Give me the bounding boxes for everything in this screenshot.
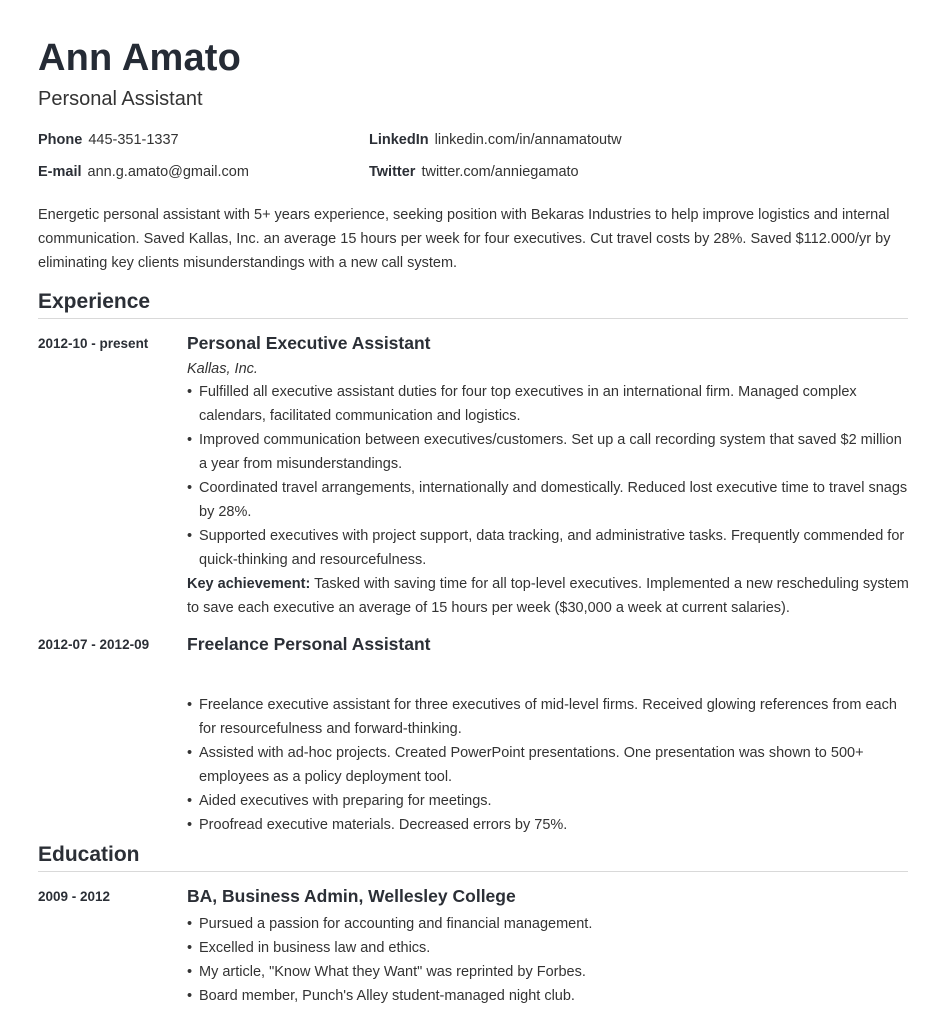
job-entry: [187, 330, 909, 620]
phone-label: Phone: [38, 132, 83, 148]
list-item: [187, 936, 909, 960]
list-item: [187, 476, 909, 524]
key-achievement-text: Tasked with saving time for all top-level executives. Implemented a new rescheduling system to save each executive an average of 15 hours per week ($30,000 a week at current salaries).: [187, 576, 909, 616]
education-divider: [38, 871, 908, 872]
job-entry: [187, 631, 909, 837]
education-entry: [187, 883, 909, 1008]
job-dates: 2012-07 - 2012-09: [38, 637, 150, 652]
linkedin-label: LinkedIn: [369, 132, 429, 148]
list-item: [187, 380, 909, 428]
job-bullets: [187, 380, 909, 572]
bullet-text: Improved communication between executives/customers. Set up a call recording system that saved $2 million a year from misunderstandings.: [199, 432, 902, 472]
email-label: E-mail: [38, 164, 82, 180]
key-achievement: [187, 572, 909, 620]
bullet-icon: •: [187, 697, 193, 713]
bullet-icon: •: [187, 432, 193, 448]
company-name: Kallas, Inc.: [187, 361, 258, 377]
bullet-icon: •: [187, 988, 193, 1004]
list-item: [187, 912, 909, 936]
degree-title: BA, Business Admin, Wellesley College: [187, 886, 516, 906]
bullet-icon: •: [187, 916, 193, 932]
job-title: Freelance Personal Assistant: [187, 634, 431, 654]
bullet-text: Assisted with ad-hoc projects. Created PowerPoint presentations. One presentation was shown to 500+ employees as a policy deployment tool.: [199, 745, 864, 785]
twitter-value[interactable]: twitter.com/anniegamato: [421, 164, 579, 180]
experience-divider: [38, 318, 908, 319]
list-item: [187, 813, 909, 837]
list-item: [187, 741, 909, 789]
bullet-text: Supported executives with project support, data tracking, and administrative tasks. Frequently commended for quick-thinking and resourcefulness.: [199, 528, 905, 568]
list-item: [187, 693, 909, 741]
education-heading: Education: [38, 843, 140, 866]
experience-heading: Experience: [38, 290, 151, 313]
contact-linkedin: [369, 130, 622, 150]
bullet-text: Freelance executive assistant for three executives of mid-level firms. Received glowing references from each for resourcefulness and forward-thinking.: [199, 697, 897, 737]
bullet-icon: •: [187, 384, 193, 400]
key-achievement-label: Key achievement:: [187, 576, 311, 592]
candidate-title: Personal Assistant: [38, 88, 203, 110]
bullet-text: Aided executives with preparing for meetings.: [199, 793, 492, 809]
job-bullets: [187, 693, 909, 837]
bullet-icon: •: [187, 480, 193, 496]
bullet-text: Pursued a passion for accounting and financial management.: [199, 916, 593, 932]
contact-phone: [38, 130, 179, 150]
bullet-icon: •: [187, 964, 193, 980]
bullet-icon: •: [187, 528, 193, 544]
twitter-label: Twitter: [369, 164, 416, 180]
list-item: [187, 984, 909, 1008]
education-dates: 2009 - 2012: [38, 889, 111, 904]
bullet-icon: •: [187, 745, 193, 761]
bullet-text: My article, "Know What they Want" was reprinted by Forbes.: [199, 964, 586, 980]
bullet-text: Board member, Punch's Alley student-managed night club.: [199, 988, 575, 1004]
bullet-text: Excelled in business law and ethics.: [199, 940, 431, 956]
summary-paragraph: Energetic personal assistant with 5+ years experience, seeking position with Bekaras Industries to help improve logistics and internal communication. Saved Kallas, Inc. an average 15 hours per week for four executives. Cut travel costs by 28%. Saved $112.000/yr by eliminating key clients misunderstandings with a new call system.: [38, 207, 891, 271]
phone-value: 445-351-1337: [88, 132, 179, 148]
bullet-text: Fulfilled all executive assistant duties for four top executives in an international firm. Managed complex calendars, facilitated communication and logistics.: [199, 384, 857, 424]
job-dates: 2012-10 - present: [38, 336, 149, 351]
candidate-name: Ann Amato: [38, 37, 242, 79]
list-item: [187, 960, 909, 984]
education-bullets: [187, 912, 909, 1008]
bullet-icon: •: [187, 940, 193, 956]
contact-email: [38, 162, 249, 182]
list-item: [187, 524, 909, 572]
linkedin-value[interactable]: linkedin.com/in/annamatoutw: [434, 132, 622, 148]
bullet-icon: •: [187, 793, 193, 809]
list-item: [187, 789, 909, 813]
email-value[interactable]: ann.g.amato@gmail.com: [87, 164, 249, 180]
bullet-icon: •: [187, 817, 193, 833]
job-title: Personal Executive Assistant: [187, 333, 431, 353]
bullet-text: Coordinated travel arrangements, internationally and domestically. Reduced lost executive time to travel snags by 28%.: [199, 480, 908, 520]
company-name: [187, 659, 909, 683]
bullet-text: Proofread executive materials. Decreased errors by 75%.: [199, 817, 568, 833]
list-item: [187, 428, 909, 476]
contact-twitter: [369, 162, 579, 182]
